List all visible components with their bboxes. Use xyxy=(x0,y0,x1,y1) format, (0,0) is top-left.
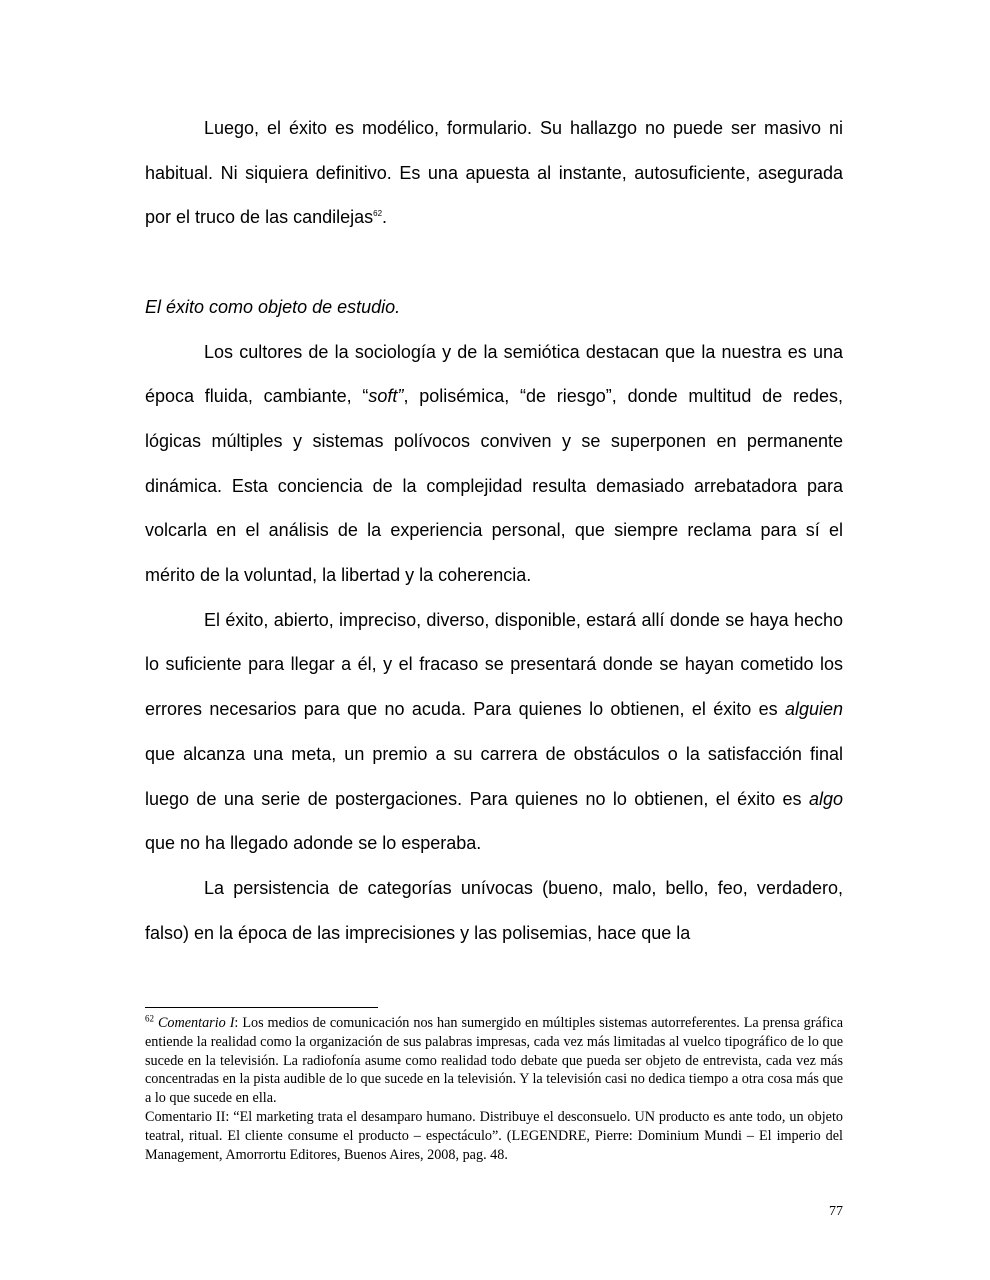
page-number: 77 xyxy=(829,1204,843,1219)
footnote-label: Comentario I xyxy=(157,1015,235,1031)
body-text xyxy=(145,106,843,955)
paragraph-3-text-end: que no ha llegado adonde se lo esperaba. xyxy=(145,833,482,854)
paragraph-1-text: Luego, el éxito es modélico, formulario. Su hallazgo no puede ser masivo ni habitual. Ni siquiera definitivo. Es una apuesta al instante, autosuficiente, asegurada por el truco de las candilejas xyxy=(145,118,843,228)
footnote-text-1: : Los medios de comunicación nos han sumergido en múltiples sistemas autorreferentes. La prensa gráfica entiende la realidad como la organización de sus palabras impresas, cada vez más limitadas al vuelco tipográfico de lo que sucede en la televisión. La radiofonía asume como realidad todo debate que pueda ser objeto de entrevista, cada vez más concentradas en la pista audible de lo que sucede en la televisión. Y la televisión casi no dedica tiempo a otra cosa más que a lo que sucede en ella. xyxy=(145,1015,844,1107)
paragraph-1 xyxy=(145,106,843,240)
paragraph-2-text: Los cultores de la sociología y de la semiótica destacan que la nuestra es una época fluida, cambiante, “ xyxy=(145,341,843,407)
paragraph-1-end: . xyxy=(382,207,388,228)
paragraph-3-text-middle: que alcanza una meta, un premio a su carrera de obstáculos o la satisfacción final luego de una serie de postergaciones. Para quienes no lo obtienen, el éxito es xyxy=(145,743,843,809)
footnote-62 xyxy=(145,1014,843,1108)
paragraph-2 xyxy=(145,330,843,598)
paragraph-2-italic: soft” xyxy=(368,386,404,407)
paragraph-3-text: El éxito, abierto, impreciso, diverso, disponible, estará allí donde se haya hecho lo suficiente para llegar a él, y el fracaso se presentará donde se hayan cometido los errores necesarios para que no acuda. Para quienes lo obtienen, el éxito es xyxy=(145,609,843,720)
paragraph-4: La persistencia de categorías unívocas (bueno, malo, bello, feo, verdadero, falso) en la época de las imprecisiones y las polisemias, hace que la xyxy=(145,877,843,943)
paragraph-2-text-end: , polisémica, “de riesgo”, donde multitud de redes, lógicas múltiples y sistemas polívocos conviven y se superponen en permanente dinámica. Esta conciencia de la complejidad resulta demasiado arrebatadora para volcarla en el análisis de la experiencia personal, que siempre reclama para sí el mérito de la voluntad, la libertad y la coherencia. xyxy=(145,386,843,586)
footnotes xyxy=(145,1014,843,1164)
footnote-reference[interactable]: 62 xyxy=(373,209,383,219)
footnote-text-2: Comentario II: “El marketing trata el desamparo humano. Distribuye el desconsuelo. UN producto es ante todo, un objeto teatral, ritual. El cliente consume el producto – espectáculo”. (LEGENDRE, Pierre: Dominium Mundi – El imperio del Management, Amorrortu Editores, Buenos Aires, 2008, pag. 48. xyxy=(145,1108,843,1163)
section-spacer xyxy=(145,240,843,285)
paragraph-3 xyxy=(145,598,843,866)
paragraph-3-italic-2: algo xyxy=(808,788,843,809)
footnote-number: 62 xyxy=(145,1013,154,1024)
footnote-divider xyxy=(145,1007,378,1008)
paragraph-3-italic-1: alguien xyxy=(784,699,843,720)
section-heading: El éxito como objeto de estudio. xyxy=(145,296,401,317)
